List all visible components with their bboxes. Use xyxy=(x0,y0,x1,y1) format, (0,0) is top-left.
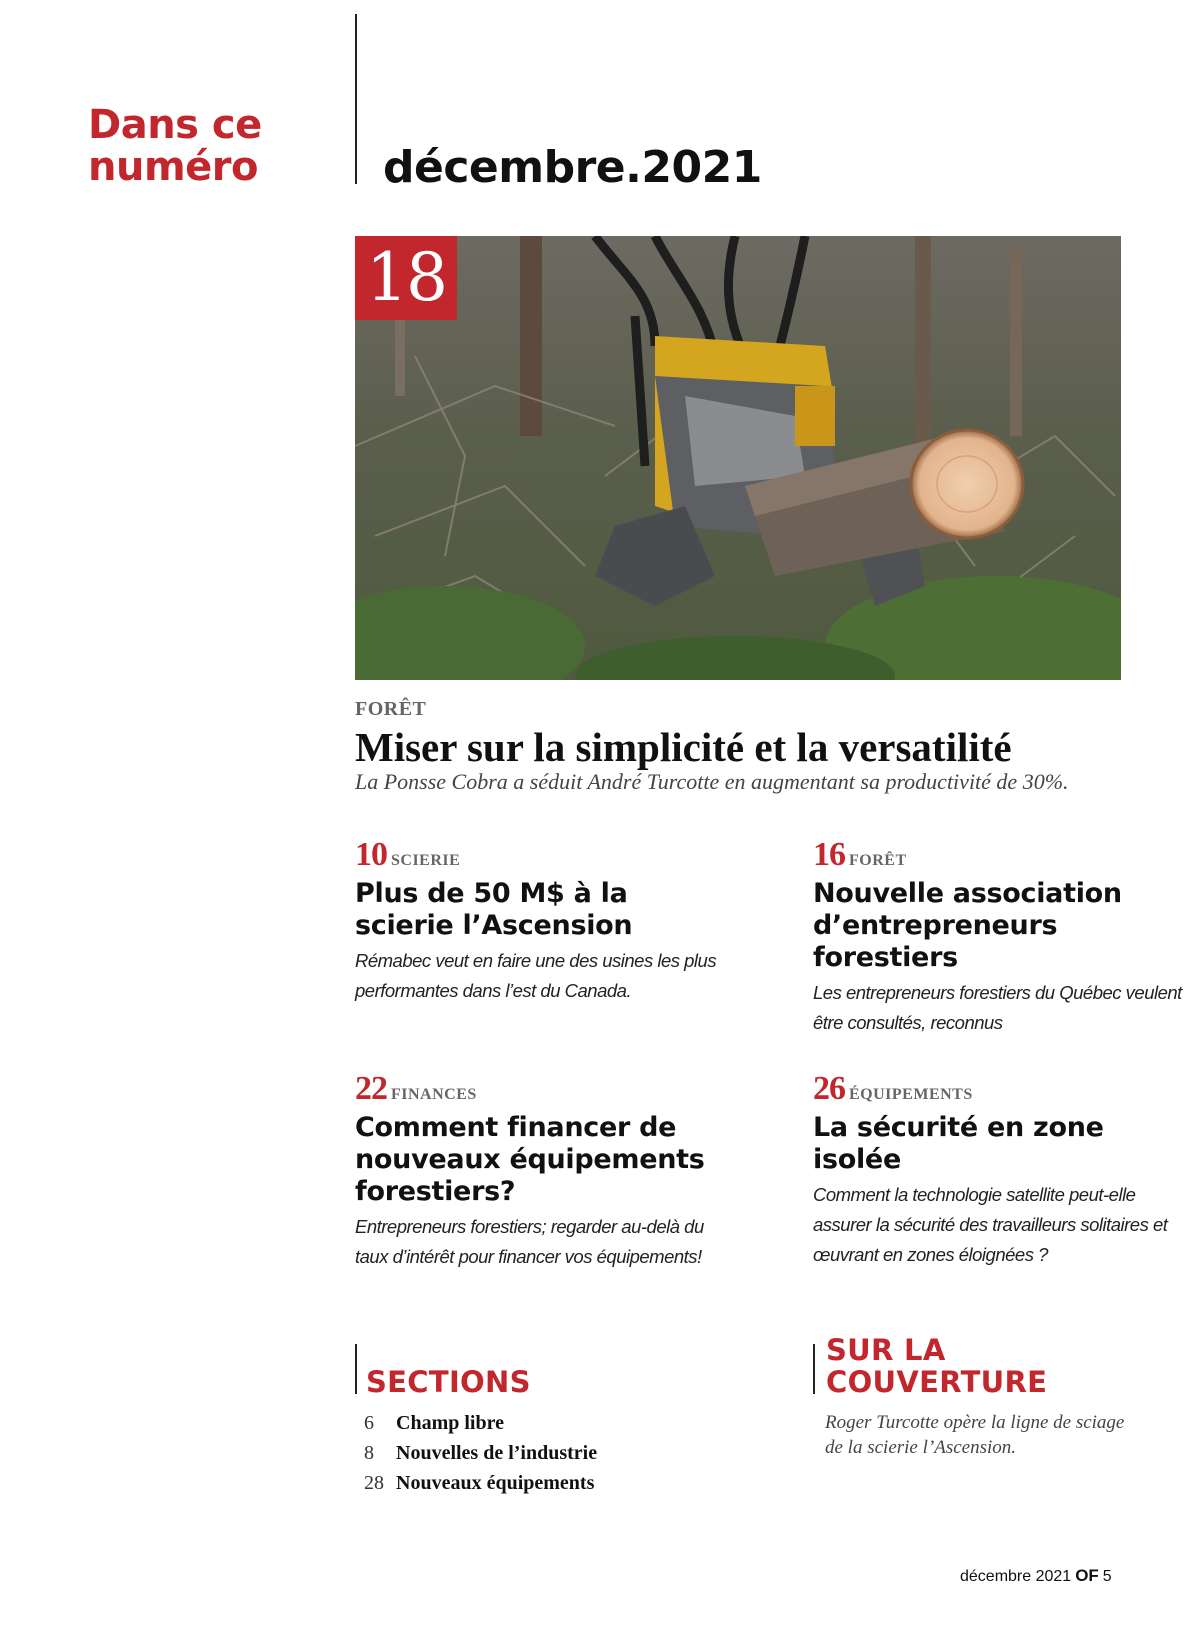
sections-heading: SECTIONS xyxy=(366,1365,531,1399)
cover-heading xyxy=(826,1334,1047,1398)
article-section-label: FORÊT xyxy=(849,852,907,869)
cover-heading-line1: SUR LA xyxy=(826,1333,946,1367)
feature-page-badge: 18 xyxy=(355,236,457,320)
sections-item-page: 8 xyxy=(364,1442,374,1464)
article-header xyxy=(813,838,1193,876)
article-item[interactable] xyxy=(813,1072,1193,1270)
sections-item[interactable] xyxy=(364,1468,724,1498)
cover-rule xyxy=(813,1344,815,1394)
article-item[interactable] xyxy=(813,838,1193,1038)
page-footer xyxy=(960,1566,1112,1586)
article-title[interactable]: Nouvelle association d’entrepreneurs forestiers xyxy=(813,878,1122,973)
sections-item-label: Nouvelles de l’industrie xyxy=(396,1442,598,1464)
feature-photo xyxy=(355,236,1121,680)
sidebar-heading-line1: Dans ce xyxy=(88,102,262,148)
cover-heading-line2: COUVERTURE xyxy=(826,1365,1048,1399)
sections-item-label: Nouveaux équipements xyxy=(396,1472,595,1494)
cover-caption: Roger Turcotte opère la ligne de sciage de la scierie l’Ascension. xyxy=(825,1412,1125,1458)
article-subtitle: Les entrepreneurs forestiers du Québec veulent être consultés, reconnus xyxy=(813,982,1182,1033)
article-header xyxy=(355,1072,735,1110)
footer-date: décembre 2021 xyxy=(960,1568,1072,1585)
sidebar-heading-line2: numéro xyxy=(88,144,258,190)
article-subtitle: Entrepreneurs forestiers; regarder au-delà du taux d’intérêt pour financer vos équipements! xyxy=(355,1216,704,1267)
article-title[interactable]: Comment financer de nouveaux équipements forestiers? xyxy=(355,1112,705,1207)
sections-item-page: 6 xyxy=(364,1412,374,1434)
sections-rule xyxy=(355,1344,357,1394)
article-header xyxy=(813,1072,1193,1110)
article-title[interactable]: La sécurité en zone isolée xyxy=(813,1112,1104,1175)
article-item[interactable] xyxy=(355,1072,735,1272)
sections-item-label: Champ libre xyxy=(396,1412,504,1434)
article-section-label: SCIERIE xyxy=(391,852,461,869)
footer-magazine-logo: OF xyxy=(1075,1566,1099,1585)
sections-item-page: 28 xyxy=(364,1472,384,1494)
issue-date: décembre.2021 xyxy=(383,142,762,193)
article-page-number: 26 xyxy=(813,1070,845,1107)
article-section-label: ÉQUIPEMENTS xyxy=(849,1086,973,1103)
article-section-label: FINANCES xyxy=(391,1086,477,1103)
article-item[interactable] xyxy=(355,838,735,1006)
sections-item[interactable] xyxy=(364,1408,724,1438)
sections-list xyxy=(364,1408,724,1498)
article-subtitle: Comment la technologie satellite peut-elle assurer la sécurité des travailleurs solitaires et œuvrant en zones éloignées ? xyxy=(813,1184,1168,1265)
sidebar-heading xyxy=(88,104,308,188)
header-vertical-rule xyxy=(355,14,357,184)
feature-section-label: FORÊT xyxy=(355,698,427,720)
article-header xyxy=(355,838,735,876)
sections-item[interactable] xyxy=(364,1438,724,1468)
footer-page-number: 5 xyxy=(1102,1568,1112,1585)
article-subtitle: Rémabec veut en faire une des usines les plus performantes dans l’est du Canada. xyxy=(355,950,717,1001)
article-page-number: 22 xyxy=(355,1070,387,1107)
article-page-number: 10 xyxy=(355,836,387,873)
article-title[interactable]: Plus de 50 M$ à la scierie l’Ascension xyxy=(355,878,633,941)
feature-title[interactable]: Miser sur la simplicité et la versatilité xyxy=(355,724,1012,770)
article-page-number: 16 xyxy=(813,836,845,873)
feature-subtitle: La Ponsse Cobra a séduit André Turcotte en augmentant sa productivité de 30%. xyxy=(355,769,1069,794)
